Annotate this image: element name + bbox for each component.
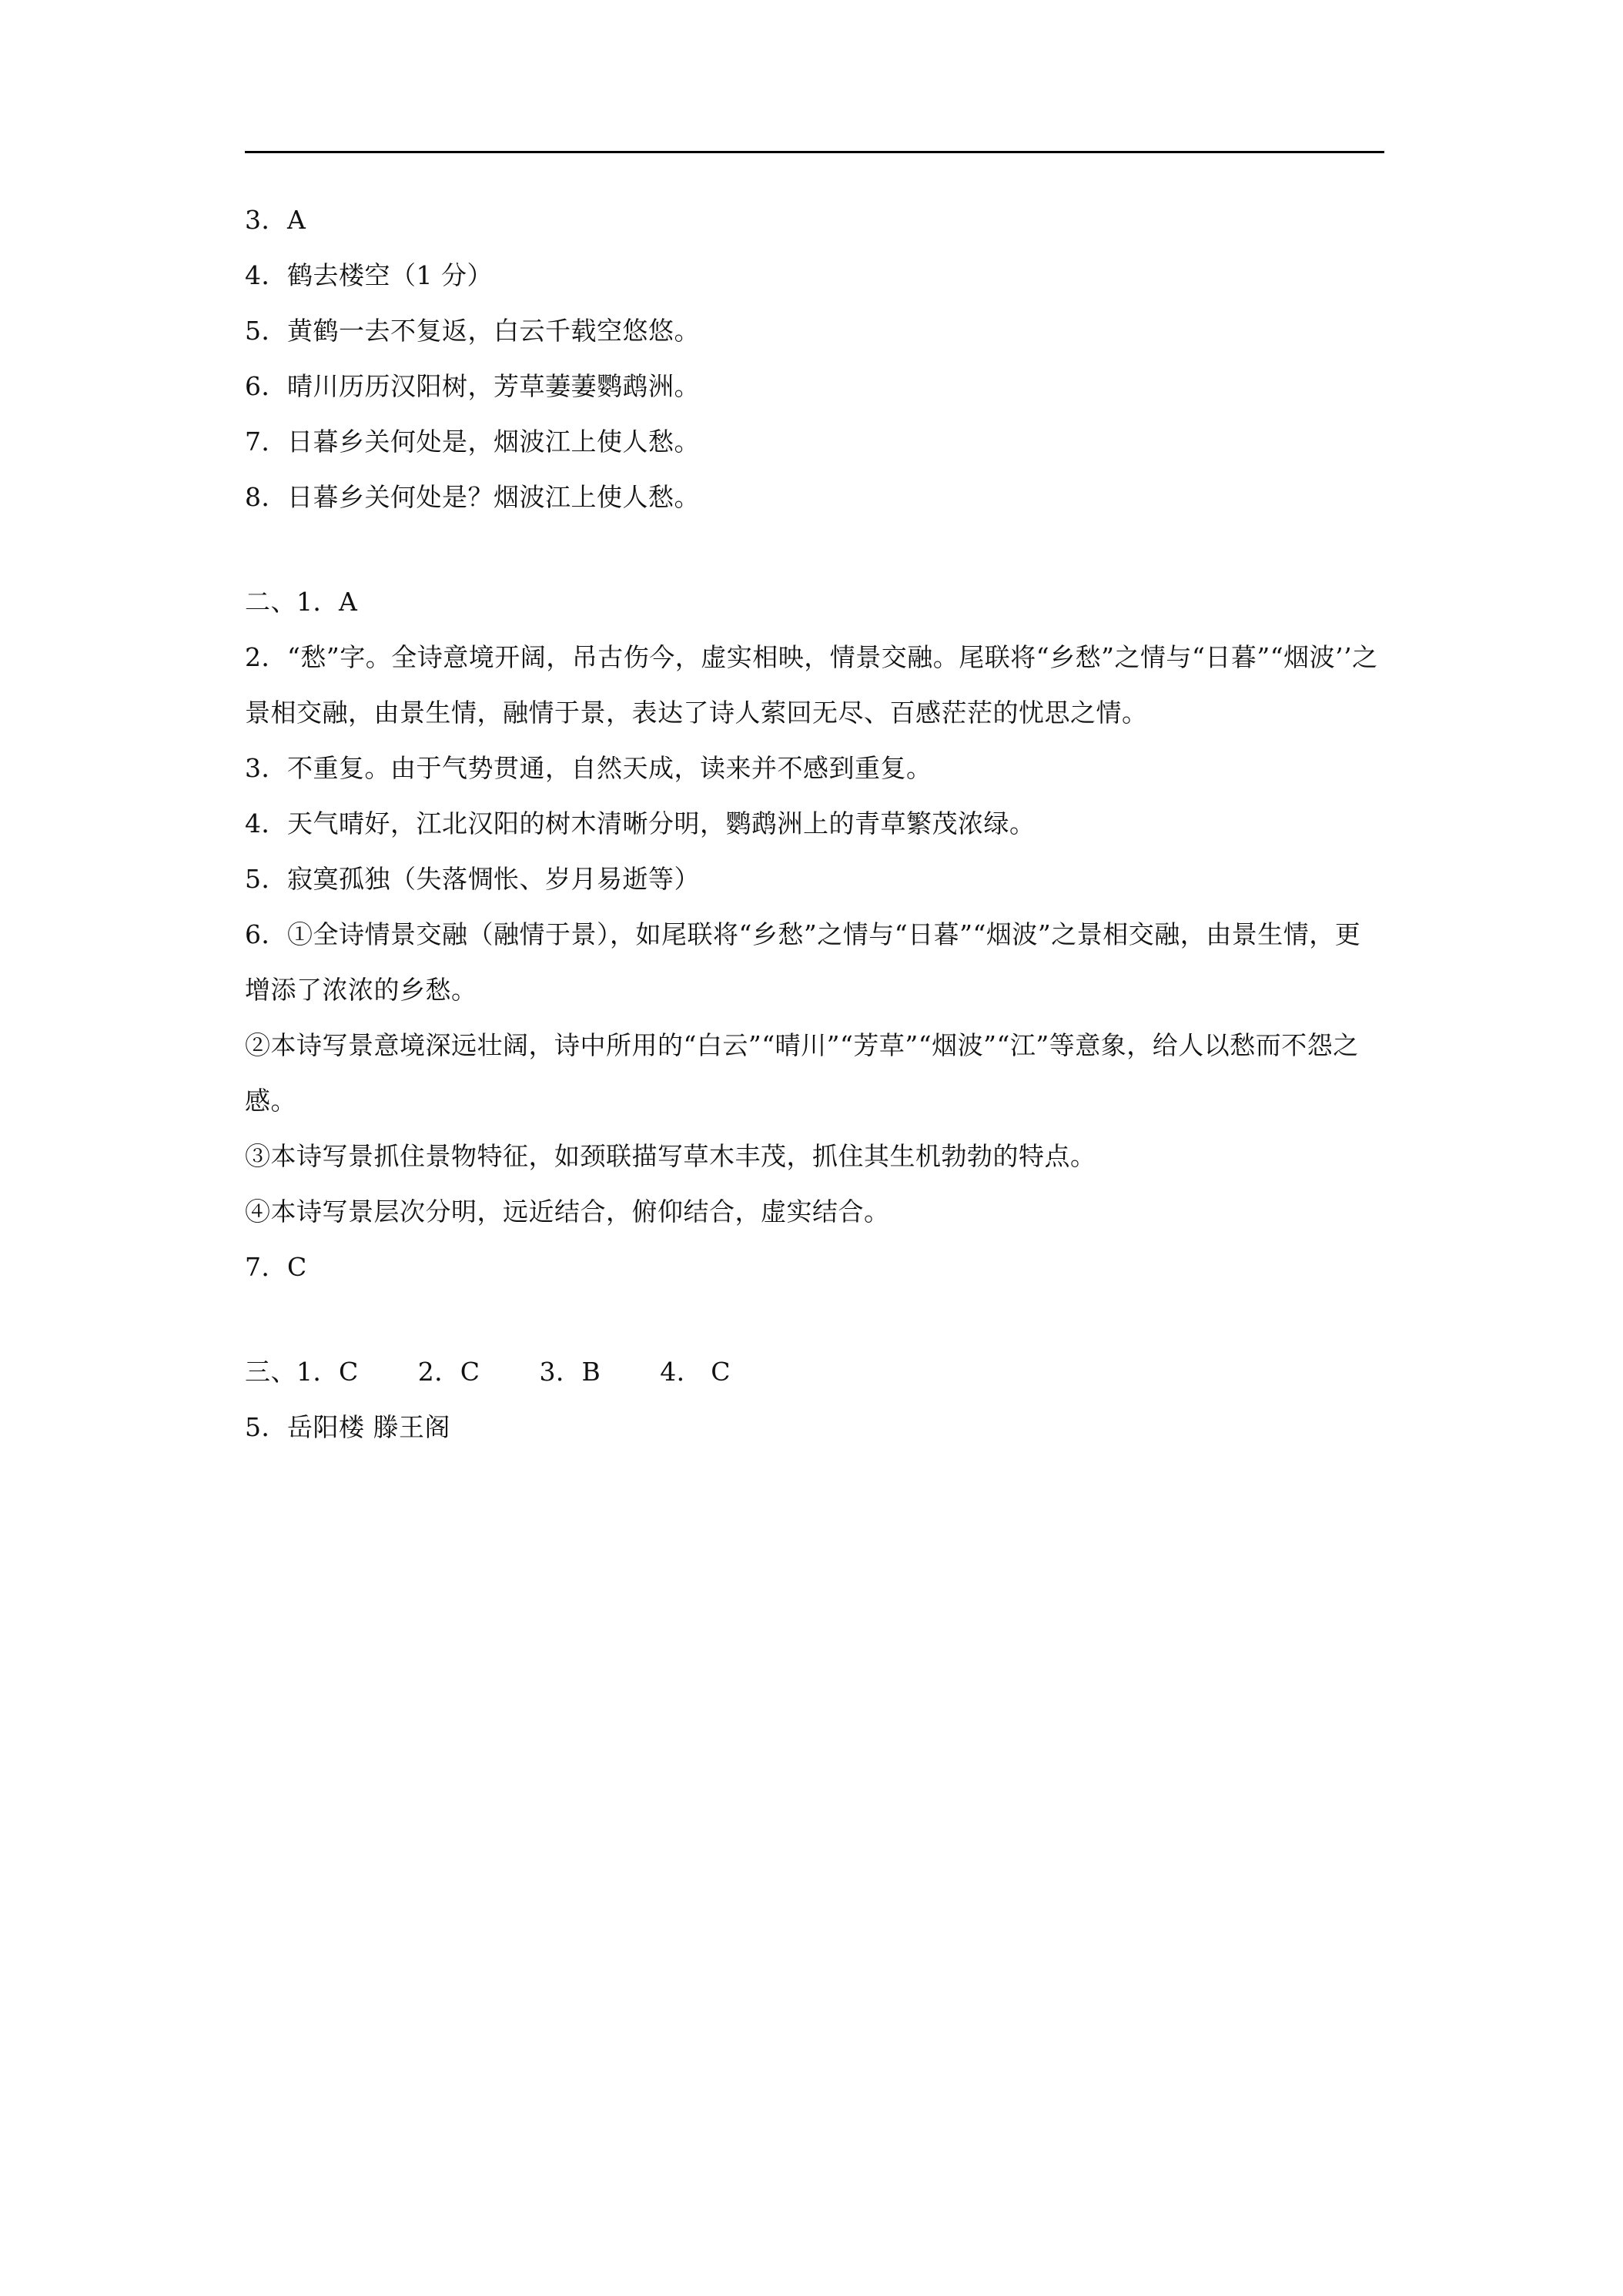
answer-paragraph: 6．①全诗情景交融（融情于景），如尾联将“乡愁”之情与“日暮”“烟波”之景相交融，由景生情，更增添了浓浓的乡愁。 — [245, 919, 1361, 1005]
answer-line: 4．鹤去楼空（1 分） — [245, 260, 493, 290]
answer-line: 8．日暮乡关何处是？烟波江上使人愁。 — [245, 482, 700, 512]
answer-line: 7．C — [245, 1252, 307, 1282]
answer-paragraph: 2．“愁”字。全诗意境开阔，吊古伤今，虚实相映，情景交融。尾联将“乡愁”之情与“日暮”“烟波’’之景相交融，由景生情，融情于景，表达了诗人萦回无尽、百感茫茫的忧思之情。 — [245, 642, 1378, 728]
answer-line: 5．岳阳楼 滕王阁 — [245, 1412, 450, 1442]
answer-line: 4．天气晴好，江北汉阳的树木清晰分明，鹦鹉洲上的青草繁茂浓绿。 — [245, 808, 1036, 838]
answer-line: 二、1．A — [245, 587, 358, 617]
answer-line: 6．晴川历历汉阳树，芳草萋萋鹦鹉洲。 — [245, 371, 700, 401]
answer-line: ④本诗写景层次分明，远近结合，俯仰结合，虚实结合。 — [245, 1197, 890, 1227]
section-1 — [245, 192, 1384, 525]
answer-paragraph: ②本诗写景意境深远壮阔，诗中所用的“白云”“晴川”“芳草”“烟波”“江”等意象，给人以愁而不怨之感。 — [245, 1030, 1359, 1116]
answer-key — [245, 192, 1384, 1455]
answer-item: 2．C — [417, 1357, 480, 1387]
section-3 — [245, 1344, 1384, 1455]
answer-item: 3．B — [539, 1357, 601, 1387]
section-gap — [245, 525, 1384, 574]
answer-item: 4． C — [660, 1357, 731, 1387]
header-rule — [245, 151, 1384, 153]
answer-line: 5．寂寞孤独（失落惆怅、岁月易逝等） — [245, 864, 700, 894]
answer-line: 3．A — [245, 205, 306, 235]
answer-row — [245, 1344, 1384, 1400]
answer-line: 5．黄鹤一去不复返，白云千载空悠悠。 — [245, 316, 700, 346]
section-gap — [245, 1295, 1384, 1344]
answer-line: 7．日暮乡关何处是，烟波江上使人愁。 — [245, 427, 700, 457]
answer-line: ③本诗写景抓住景物特征，如颈联描写草木丰茂，抓住其生机勃勃的特点。 — [245, 1141, 1096, 1171]
section-2 — [245, 574, 1384, 1295]
answer-line: 3．不重复。由于气势贯通，自然天成，读来并不感到重复。 — [245, 753, 932, 783]
answer-item: 三、1．C — [245, 1357, 359, 1387]
